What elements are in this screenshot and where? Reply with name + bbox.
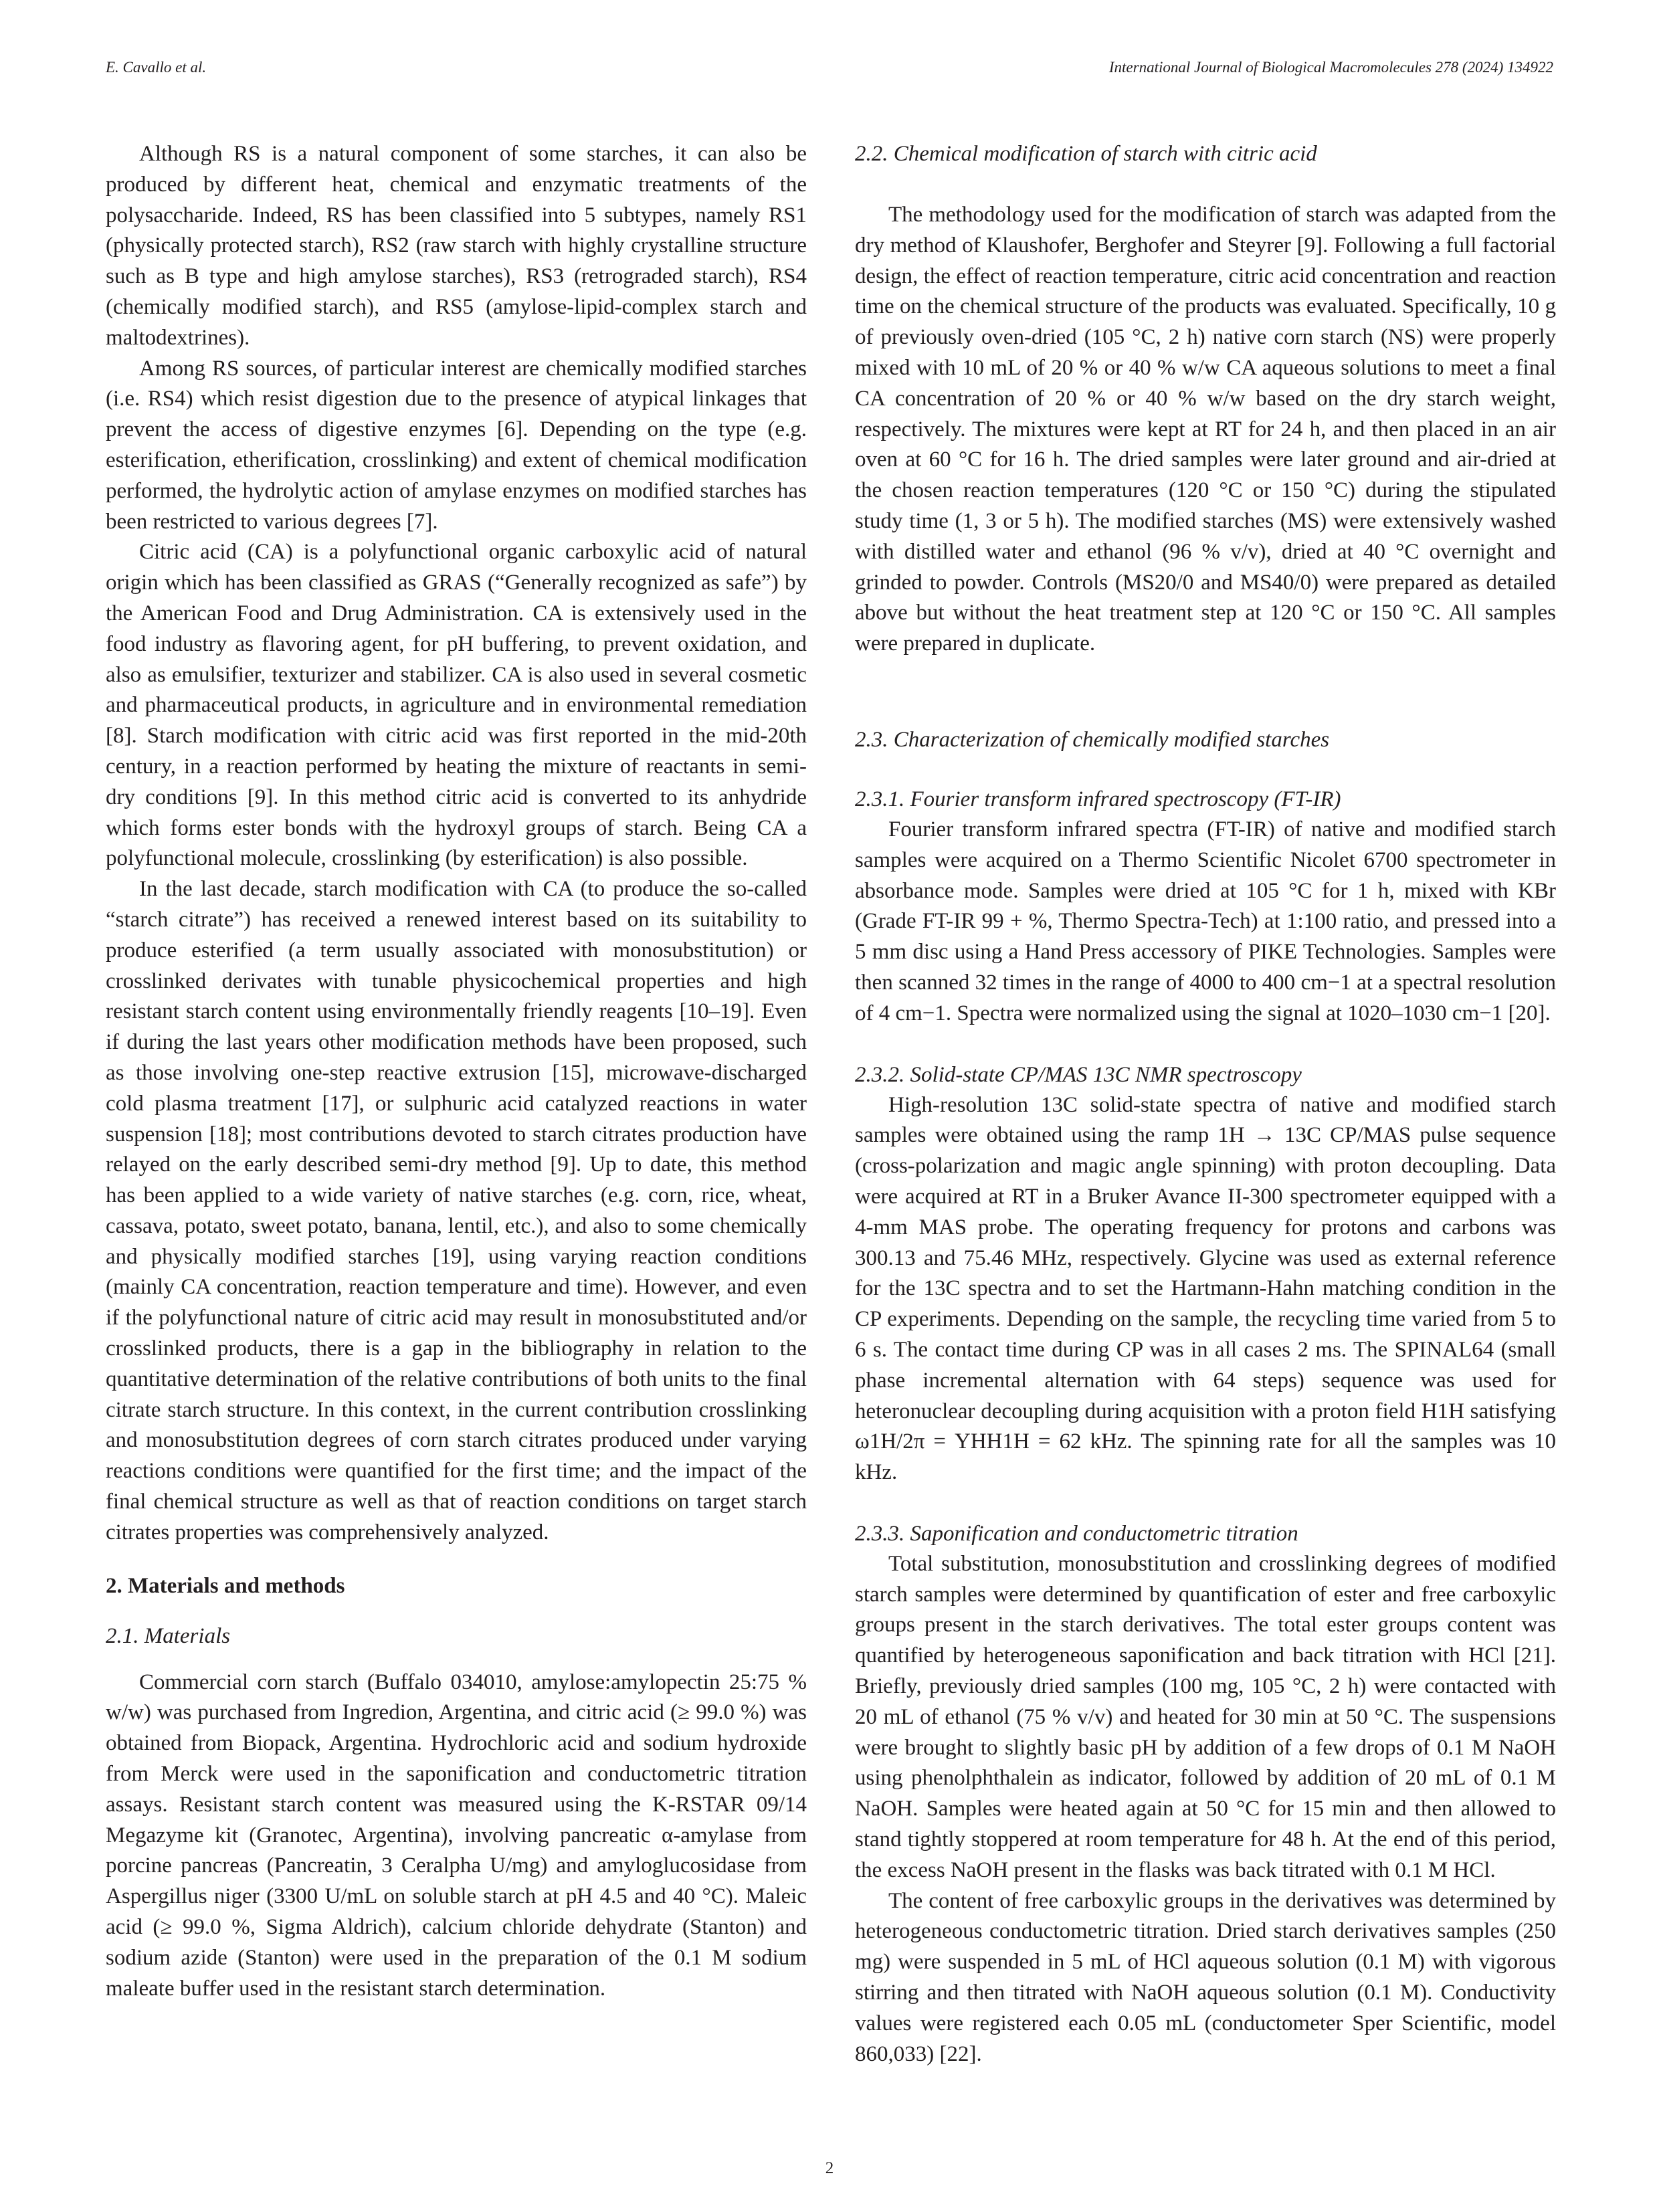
paragraph-citric-acid: Citric acid (CA) is a polyfunctional organic carboxylic acid of natural origin which has been classified as GRAS (“Generally recognized as safe”) by the American Food and Drug Administration. CA is extensively used in the food industry as flavoring agent, for pH buffering, to prevent oxidation, and also as emulsifier, texturizer and stabilizer. CA is also used in several cosmetic and pharmaceutical products, in agriculture and in environmental remediation [8]. Starch modification with citric acid was first reported in the mid-20th century, in a reaction performed by heating the mixture of reactants in semi-dry conditions [9]. In this method citric acid is converted to its anhydride which forms ester bonds with the hydroxyl groups of starch. Being CA a polyfunctional molecule, crosslinking (by esterification) is also possible. (106, 540, 807, 871)
subsubsection-heading-nmr: 2.3.2. Solid-state CP/MAS 13C NMR spectroscopy (855, 1062, 1302, 1087)
paragraph-saponification: Total substitution, monosubstitution and crosslinking degrees of modified starch samples were determined by quantification of ester and free carboxylic groups present in the starch derivatives. The total ester groups content was quantified by heterogeneous saponification and back titration with HCl [21]. Briefly, previously dried samples (100 mg, 105 °C, 2 h) were contacted with 20 mL of ethanol (75 % v/v) and heated for 30 min at 50 °C. The suspensions were brought to slightly basic pH by addition of a few drops of 0.1 M NaOH using phenolphthalein as indicator, followed by addition of 20 mL of 0.1 M NaOH. Samples were heated again at 50 °C for 15 min and then allowed to stand tightly stoppered at room temperature for 48 h. At the end of this period, the excess NaOH present in the flasks was back titrated with 0.1 M HCl. (855, 1551, 1556, 1882)
subsubsection-heading-ftir: 2.3.1. Fourier transform infrared spectroscopy (FT-IR) (855, 787, 1341, 811)
paragraph-starch-citrate: In the last decade, starch modification with CA (to produce the so-called “starch citrate”) has received a renewed interest based on its suitability to produce esterified (a term usually associated with monosubstitution) or crosslinked derivates with tunable physicochemical properties and high resistant starch content using environmentally friendly reagents [10–19]. Even if during the last years other modification methods have been proposed, such as those involving one-step reactive extrusion [15], microwave-discharged cold plasma treatment [17], or sulphuric acid catalyzed reactions in water suspension [18]; most contributions devoted to starch citrates production have relayed on the early described semi-dry method [9]. Up to date, this method has been applied to a wide variety of native starches (e.g. corn, rice, wheat, cassava, potato, sweet potato, banana, lentil, etc.), and also to some chemically and physically modified starches [19], using varying reaction conditions (mainly CA concentration, reaction temperature and time). However, and even if the polyfunctional nature of citric acid may result in monosubstituted and/or crosslinked products, there is a gap in the bibliography in relation to the quantitative determination of the relative contributions of both units to the final citrate starch structure. In this context, in the current contribution crosslinking and monosubstitution degrees of corn starch citrates produced under varying reactions conditions were quantified for the first time; and the impact of the final chemical structure as well as that of reaction conditions on target starch citrates properties was comprehensively analyzed. (106, 877, 807, 1544)
header-journal: International Journal of Biological Macromolecules 278 (2024) 134922 (1108, 59, 1553, 76)
paragraph-materials: Commercial corn starch (Buffalo 034010, amylose:amylopectin 25:75 % w/w) was purchased from Ingredion, Argentina, and citric acid (≥ 99.0 %) was obtained from Biopack, Argentina. Hydrochloric acid and sodium hydroxide from Merck were used in the saponification and conductometric titration assays. Resistant starch content was measured using the K-RSTAR 09/14 Megazyme kit (Granotec, Argentina), involving pancreatic α-amylase from porcine pancreas (Pancreatin, 3 Ceralpha U/mg) and amyloglucosidase from Aspergillus niger (3300 U/mL on soluble starch at pH 4.5 and 40 °C). Maleic acid (≥ 99.0 %, Sigma Aldrich), calcium chloride dehydrate (Stanton) and sodium azide (Stanton) were used in the preparation of the 0.1 M sodium maleate buffer used in the resistant starch determination. (106, 1670, 807, 2001)
subsubsection-heading-saponification: 2.3.3. Saponification and conductometric titration (855, 1521, 1298, 1546)
section-heading-materials-methods: 2. Materials and methods (106, 1573, 345, 1598)
paragraph-nmr: High-resolution 13C solid-state spectra of native and modified starch samples were obtained using the ramp 1H → 13C CP/MAS pulse sequence (cross-polarization and magic angle spinning) with proton decoupling. Data were acquired at RT in a Bruker Avance II-300 spectrometer equipped with a 4-mm MAS probe. The operating frequency for protons and carbons was 300.13 and 75.46 MHz, respectively. Glycine was used as external reference for the 13C spectra and to set the Hartmann-Hahn matching condition in the CP experiments. Depending on the sample, the recycling time varied from 5 to 6 s. The contact time during CP was in all cases 2 ms. The SPINAL64 (small phase incremental alternation with 64 steps) sequence was used for heteronuclear decoupling during acquisition with a proton field H1H satisfying ω1H/2π = YHH1H = 62 kHz. The spinning rate for all the samples was 10 kHz. (855, 1092, 1556, 1485)
subsection-heading-characterization: 2.3. Characterization of chemically modified starches (855, 727, 1330, 752)
paragraph-rs4: Among RS sources, of particular interest are chemically modified starches (i.e. RS4) which resist digestion due to the presence of atypical linkages that prevent the access of digestive enzymes [6]. Depending on the type (e.g. esterification, etherification, crosslinking) and extent of chemical modification performed, the hydrolytic action of amylase enzymes on modified starches has been restricted to various degrees [7]. (106, 356, 807, 534)
subsection-heading-chemical-modification: 2.2. Chemical modification of starch with citric acid (855, 142, 1317, 166)
left-column (106, 139, 807, 2004)
paragraph-modification-method: The methodology used for the modification of starch was adapted from the dry method of Klaushofer, Berghofer and Steyrer [9]. Following a full factorial design, the effect of reaction temperature, citric acid concentration and reaction time on the chemical structure of the products was evaluated. Specifically, 10 g of previously oven-dried (105 °C, 2 h) native corn starch (NS) were properly mixed with 10 mL of 20 % or 40 % w/w CA aqueous solutions to meet a final CA concentration of 20 % or 40 % w/w based on the dry starch weight, respectively. The mixtures were kept at RT for 24 h, and then placed in an air oven at 60 °C for 16 h. The dried samples were later ground and air-dried at the chosen reaction temperatures (120 °C or 150 °C) during the stipulated study time (1, 3 or 5 h). The modified starches (MS) were extensively washed with distilled water and ethanol (96 % v/v), dried at 40 °C overnight and grinded to powder. Controls (MS20/0 and MS40/0) were prepared as detailed above but without the heat treatment step at 120 °C or 150 °C. All samples were prepared in duplicate. (855, 203, 1556, 656)
page-number: 2 (825, 2159, 834, 2177)
paragraph-conductometric: The content of free carboxylic groups in the derivatives was determined by heterogeneous conductometric titration. Dried starch derivatives samples (250 mg) were suspended in 5 mL of HCl aqueous solution (0.1 M) with vigorous stirring and then titrated with NaOH aqueous solution (0.1 M). Conductivity values were registered each 0.05 mL (conductometer Sper Scientific, model 860,033) [22]. (855, 1888, 1556, 2066)
paragraph-rs-subtypes: Although RS is a natural component of some starches, it can also be produced by different heat, chemical and enzymatic treatments of the polysaccharide. Indeed, RS has been classified into 5 subtypes, namely RS1 (physically protected starch), RS2 (raw starch with highly crystalline structure such as B type and high amylose starches), RS3 (retrograded starch), RS4 (chemically modified starch), and RS5 (amylose-lipid-complex starch and maltodextrines). (106, 142, 807, 350)
paragraph-ftir: Fourier transform infrared spectra (FT-IR) of native and modified starch samples were acquired on a Thermo Scientific Nicolet 6700 spectrometer in absorbance mode. Samples were dried at 105 °C for 1 h, mixed with KBr (Grade FT-IR 99 + %, Thermo Spectra-Tech) at 1:100 ratio, and pressed into a 5 mm disc using a Hand Press accessory of PIKE Technologies. Samples were then scanned 32 times in the range of 4000 to 400 cm−1 at a spectral resolution of 4 cm−1. Spectra were normalized using the signal at 1020–1030 cm−1 [20]. (855, 817, 1556, 1025)
right-column (855, 139, 1556, 2070)
running-header (106, 59, 1553, 86)
header-authors: E. Cavallo et al. (106, 59, 207, 76)
subsection-heading-materials: 2.1. Materials (106, 1623, 231, 1648)
